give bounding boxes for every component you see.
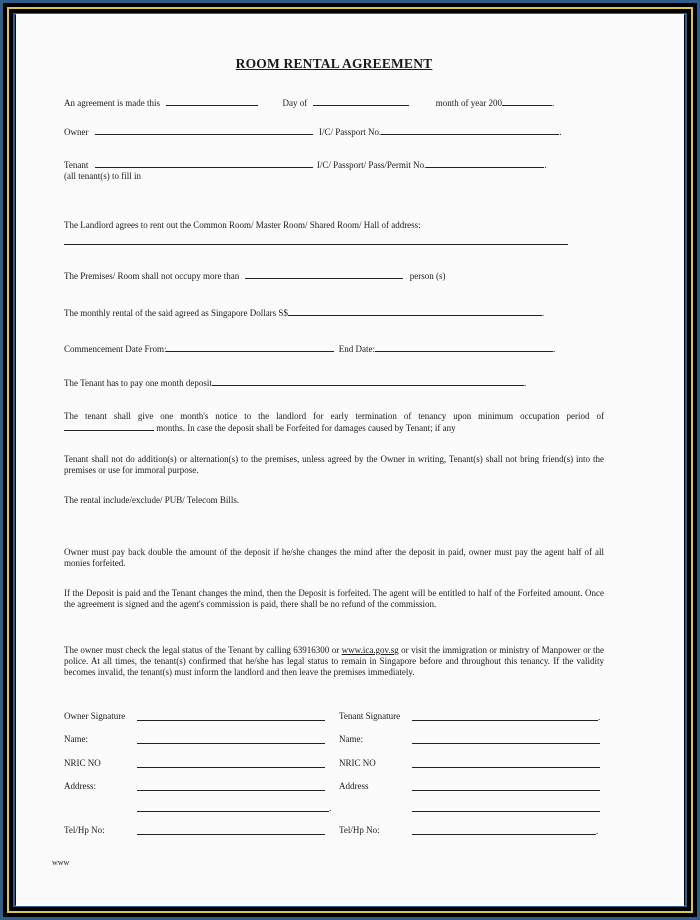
period: . xyxy=(552,344,556,354)
period: . xyxy=(523,378,527,388)
owner-tel-field[interactable] xyxy=(137,834,325,835)
agreement-made-label: An agreement is made this xyxy=(64,98,160,108)
tenant-tel-field[interactable] xyxy=(412,834,596,835)
period: . xyxy=(559,127,562,137)
tenant-nric-label: NRIC NO xyxy=(339,758,376,768)
deposit-forfeit-clause: If the Deposit is paid and the Tenant changes the mind, then the Deposit is forfeited. The agent will be entitled to half of the Forfeited amount. Once the agreement is signed and the agent's commission is paid, there shall be no refund of the commission. xyxy=(64,588,604,609)
owner-nric-field[interactable] xyxy=(137,767,325,768)
owner-address-label: Address: xyxy=(64,781,96,791)
period: . xyxy=(551,98,555,108)
period: . xyxy=(329,803,332,813)
owner-address-field-2[interactable] xyxy=(137,811,329,812)
rental-include-clause: The rental include/exclude/ PUB/ Telecom Bills. xyxy=(64,495,240,505)
monthly-rental-label: The monthly rental of the said agreed as Singapore Dollars S$ xyxy=(64,308,288,318)
owner-payback-clause: Owner must pay back double the amount of the deposit if he/she changes the mind after the deposit in paid, owner must pay the agent half of all monies forfeited. xyxy=(64,547,604,568)
period: . xyxy=(596,826,599,836)
commencement-label: Commencement Date From: xyxy=(64,344,167,354)
deposit-label: The Tenant has to pay one month deposit xyxy=(64,378,212,388)
owner-signature-blank[interactable] xyxy=(137,720,325,721)
legal-text-pre: The owner must check the legal status of the Tenant by calling 63916300 or xyxy=(64,645,342,655)
notice-line-2: months. In case the deposit shall be Forfeited for damages caused by Tenant; if any xyxy=(156,423,456,433)
ica-link[interactable]: www.ica.gov.sg xyxy=(341,645,399,655)
footer-mark: www xyxy=(52,858,70,867)
document-title: ROOM RENTAL AGREEMENT xyxy=(235,56,433,71)
tenant-label: Tenant xyxy=(64,160,89,170)
owner-label: Owner xyxy=(64,127,89,137)
end-date-label: End Date: xyxy=(338,344,375,354)
addition-clause: Tenant shall not do addition(s) or alternation(s) to the premises, unless agreed by the Owner in writing, Tenant(s) shall not bring friend(s) into the premises or use for immoral purpose. xyxy=(64,454,604,475)
period: . xyxy=(598,712,601,722)
tenant-name-label: Name: xyxy=(339,734,363,744)
persons-label: person (s) xyxy=(409,271,446,281)
owner-address-field-1[interactable] xyxy=(137,790,325,791)
signature-block xyxy=(16,14,684,906)
tenant-address-field-2[interactable] xyxy=(412,811,600,812)
tenant-signature-blank[interactable] xyxy=(412,720,598,721)
day-of-label: Day of xyxy=(282,98,308,108)
tenant-ic-label: I/C/ Passport/ Pass/Permit No. xyxy=(316,160,427,170)
owner-signature-label: Owner Signature xyxy=(64,711,126,721)
notice-line-1: The tenant shall give one month's notice to the landlord for early termination of tenancy upon minimum occupation period of xyxy=(64,411,604,421)
tenant-signature-label: Tenant Signature xyxy=(339,711,401,721)
owner-name-label: Name: xyxy=(64,734,88,744)
period: . xyxy=(541,308,545,318)
tenant-nric-field[interactable] xyxy=(412,767,600,768)
tenant-name-field[interactable] xyxy=(412,743,600,744)
month-year-label: month of year 200 xyxy=(435,98,502,108)
document-page xyxy=(16,14,684,906)
owner-ic-label: I/C/ Passport No. xyxy=(319,127,382,137)
owner-nric-label: NRIC NO xyxy=(64,758,101,768)
owner-tel-label: Tel/Hp No: xyxy=(64,825,105,835)
owner-name-field[interactable] xyxy=(137,743,325,744)
premises-label: The Premises/ Room shall not occupy more than xyxy=(64,271,240,281)
period: . xyxy=(544,160,547,170)
tenant-address-label: Address xyxy=(339,781,369,791)
tenant-tel-label: Tel/Hp No: xyxy=(339,825,380,835)
legal-text-post: or visit the immigration or ministry of Manpower or the police. At all times, the tenant(s) confirmed that he/she has legal status to remain in Singapore before and throughout this tenancy. If the validity becomes invalid, the tenant(s) must inform the landlord and then leave the premises immediately. xyxy=(64,645,604,677)
landlord-address-text: The Landlord agrees to rent out the Common Room/ Master Room/ Shared Room/ Hall of address: xyxy=(64,220,421,230)
tenant-address-field-1[interactable] xyxy=(412,790,600,791)
tenant-note: (all tenant(s) to fill in xyxy=(64,171,141,181)
